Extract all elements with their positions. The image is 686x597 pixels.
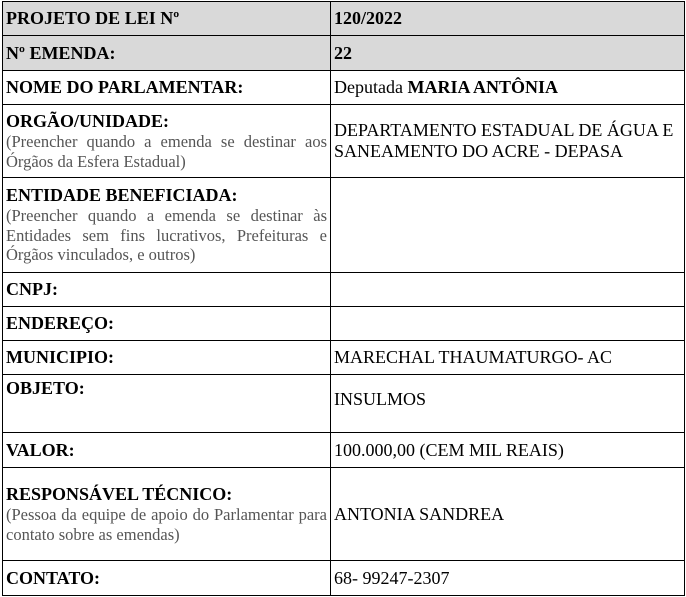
row-orgao-unidade [3,105,685,178]
responsavel-label: RESPONSÁVEL TÉCNICO: [6,484,233,504]
entidade-value [331,178,685,273]
responsavel-label-cell [3,468,331,561]
cnpj-label: CNPJ: [3,273,331,307]
parlamentar-name: MARIA ANTÔNIA [407,77,558,97]
objeto-value: INSULMOS [331,375,685,433]
valor-value: 100.000,00 (CEM MIL REAIS) [331,433,685,468]
municipio-value: MARECHAL THAUMATURGO- AC [331,341,685,375]
responsavel-hint: (Pessoa da equipe de apoio do Parlamentar para contato sobre as emendas) [6,505,327,544]
row-entidade-beneficiada [3,178,685,273]
responsavel-value: ANTONIA SANDREA [331,468,685,561]
contato-value: 68- 99247-2307 [331,561,685,596]
row-municipio [3,341,685,375]
row-endereco [3,307,685,341]
orgao-value: DEPARTAMENTO ESTADUAL DE ÁGUA E SANEAMENTO DO ACRE - DEPASA [331,105,685,178]
projeto-value: 120/2022 [331,2,685,36]
parlamentar-title: Deputada [334,77,403,97]
entidade-hint: (Preencher quando a emenda se destinar às Entidades sem fins lucrativos, Prefeituras e Órgãos vinculados, e outros) [6,206,327,265]
orgao-hint: (Preencher quando a emenda se destinar aos Órgãos da Esfera Estadual) [6,132,327,171]
endereco-value [331,307,685,341]
row-nome-parlamentar [3,71,685,105]
amendment-form-table [2,1,685,596]
row-projeto-de-lei [3,2,685,36]
parlamentar-value [331,71,685,105]
row-numero-emenda [3,36,685,71]
contato-label: CONTATO: [3,561,331,596]
row-valor [3,433,685,468]
emenda-label: Nº EMENDA: [3,36,331,71]
orgao-label: ORGÃO/UNIDADE: [6,111,170,131]
row-cnpj [3,273,685,307]
objeto-label: OBJETO: [3,375,331,433]
row-contato [3,561,685,596]
municipio-label: MUNICIPIO: [3,341,331,375]
projeto-label: PROJETO DE LEI Nº [3,2,331,36]
row-responsavel-tecnico [3,468,685,561]
orgao-label-cell [3,105,331,178]
row-objeto [3,375,685,433]
parlamentar-label: NOME DO PARLAMENTAR: [3,71,331,105]
entidade-label: ENTIDADE BENEFICIADA: [6,185,238,206]
valor-label: VALOR: [3,433,331,468]
cnpj-value [331,273,685,307]
emenda-value: 22 [331,36,685,71]
endereco-label: ENDEREÇO: [3,307,331,341]
entidade-label-cell [3,178,331,273]
